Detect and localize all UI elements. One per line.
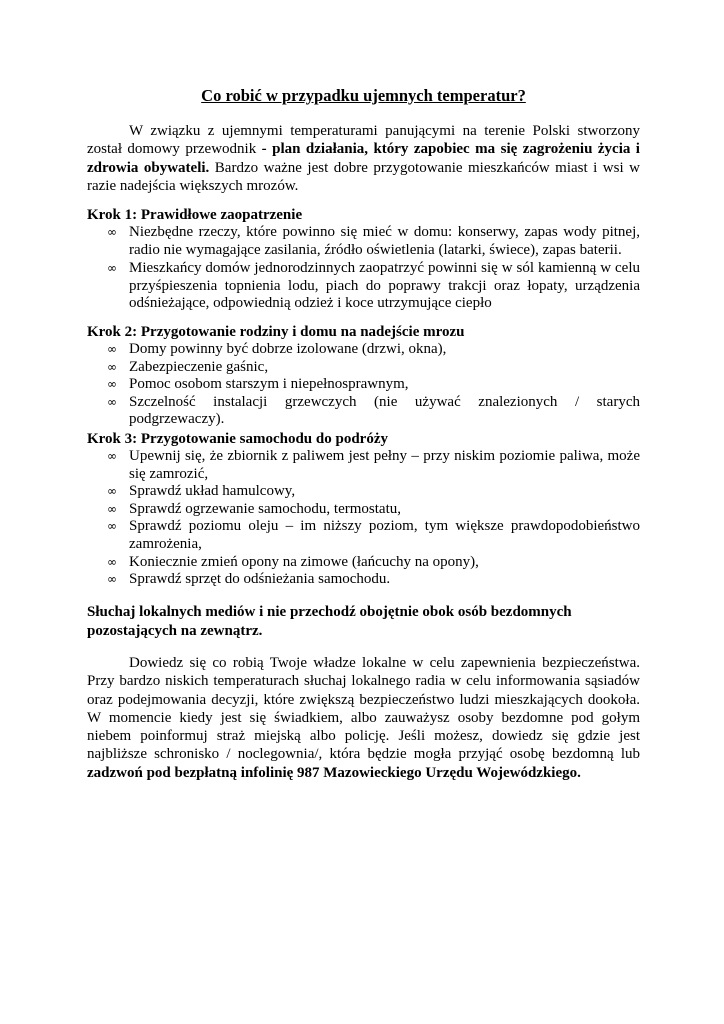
list-item-text: Mieszkańcy domów jednorodzinnych zaopatrzyć powinni się w sól kamienną w celu przyśpieszenia topnienia lodu, piach do poprawy trakcji oraz łopaty, urządzenia odśnieżające, odpowiednią odzież i koce utrzymujące ciepło — [129, 260, 640, 312]
list-item-text: Domy powinny być dobrze izolowane (drzwi, okna), — [129, 341, 447, 357]
list-item-text: Niezbędne rzeczy, które powinno się mieć w domu: konserwy, zapas wody pitnej, radio nie wymagające zasilania, źródło oświetlenia (latarki, świece), zapas baterii. — [129, 224, 640, 258]
list-item — [87, 376, 640, 394]
list-item — [87, 224, 640, 259]
list-item — [87, 571, 640, 589]
list-item — [87, 501, 640, 519]
infinity-bullet-icon: ∞ — [107, 225, 117, 239]
intro-text: W związku z ujemnymi temperaturami panującymi na terenie Polski stworzony został domowy przewodnik — [87, 123, 640, 158]
infinity-bullet-icon: ∞ — [107, 394, 117, 409]
list-item-text: Zabezpieczenie gaśnic, — [129, 358, 269, 375]
step2-heading: Krok 2: Przygotowanie rodziny i domu na nadejście mrozu — [87, 324, 465, 340]
step2-list — [87, 341, 640, 429]
notice-heading: Słuchaj lokalnych mediów i nie przechodź obojętnie obok osób bezdomnych pozostających na zewnątrz. — [87, 604, 572, 639]
list-item — [87, 394, 640, 429]
list-item — [87, 260, 640, 313]
document-title: Co robić w przypadku ujemnych temperatur? — [201, 86, 526, 105]
step1-heading: Krok 1: Prawidłowe zaopatrzenie — [87, 207, 303, 223]
infinity-bullet-icon: ∞ — [107, 261, 117, 276]
intro-paragraph — [87, 122, 640, 195]
list-item-text: Pomoc osobom starszym i niepełnosprawnym, — [129, 376, 409, 393]
intro-bold-text: - plan działania, który zapobiec ma się zagrożeniu życia i zdrowia obywateli. — [87, 141, 640, 176]
list-item — [87, 341, 640, 359]
list-item-text: Koniecznie zmień opony na zimowe (łańcuchy na opony), — [129, 553, 479, 570]
list-item-text: Sprawdź układ hamulcowy, — [129, 483, 296, 500]
list-item — [87, 518, 640, 553]
infinity-bullet-icon: ∞ — [107, 519, 117, 534]
closing-paragraph — [87, 654, 640, 782]
infinity-bullet-icon: ∞ — [107, 484, 117, 499]
infinity-bullet-icon: ∞ — [107, 501, 117, 516]
intro-text-end: Bardzo ważne jest dobre przygotowanie mieszkańców miast i wsi w razie nadejścia większych mrozów. — [87, 159, 640, 194]
list-item-text: Upewnij się, że zbiornik z paliwem jest pełny – przy niskim poziomie paliwa, może się zamrozić, — [129, 448, 640, 482]
step1-list — [87, 224, 640, 314]
list-item — [87, 483, 640, 501]
infinity-bullet-icon: ∞ — [107, 572, 117, 587]
step3-heading: Krok 3: Przygotowanie samochodu do podróży — [87, 431, 388, 447]
list-item — [87, 554, 640, 572]
infinity-bullet-icon: ∞ — [107, 377, 117, 392]
list-item — [87, 448, 640, 483]
hotline-bold-text: zadzwoń pod bezpłatną infolinię 987 Mazowieckiego Urzędu Wojewódzkiego. — [87, 764, 581, 781]
closing-text: Dowiedz się co robią Twoje władze lokalne w celu zapewnienia bezpieczeństwa. Przy bardzo niskich temperaturach słuchaj lokalnego radia w celu informowania sąsiadów oraz podejmowania decyzji, które zwiększą bezpieczeństwo ludzi mieszkających dookoła. W momencie kiedy jest się świadkiem, albo zauważysz osoby bezdomne pod gołym niebem poinformuj straż miejską albo policję. Jeśli możesz, dowiedz się gdzie jest najbliższe schronisko / noclegownia/, która będzie mogła przyjąć osobę bezdomną lub — [87, 655, 640, 763]
list-item-text: Sprawdź ogrzewanie samochodu, termostatu, — [129, 500, 401, 517]
list-item-text: Szczelność instalacji grzewczych (nie używać znalezionych / starych podgrzewaczy). — [129, 393, 640, 428]
infinity-bullet-icon: ∞ — [107, 359, 117, 374]
list-item-text: Sprawdź poziomu oleju – im niższy poziom, tym większe prawdopodobieństwo zamrożenia, — [129, 518, 640, 552]
infinity-bullet-icon: ∞ — [107, 554, 117, 569]
step3-list — [87, 448, 640, 589]
list-item — [87, 359, 640, 377]
infinity-bullet-icon: ∞ — [107, 449, 117, 463]
list-item-text: Sprawdź sprzęt do odśnieżania samochodu. — [129, 571, 391, 588]
infinity-bullet-icon: ∞ — [107, 342, 117, 356]
